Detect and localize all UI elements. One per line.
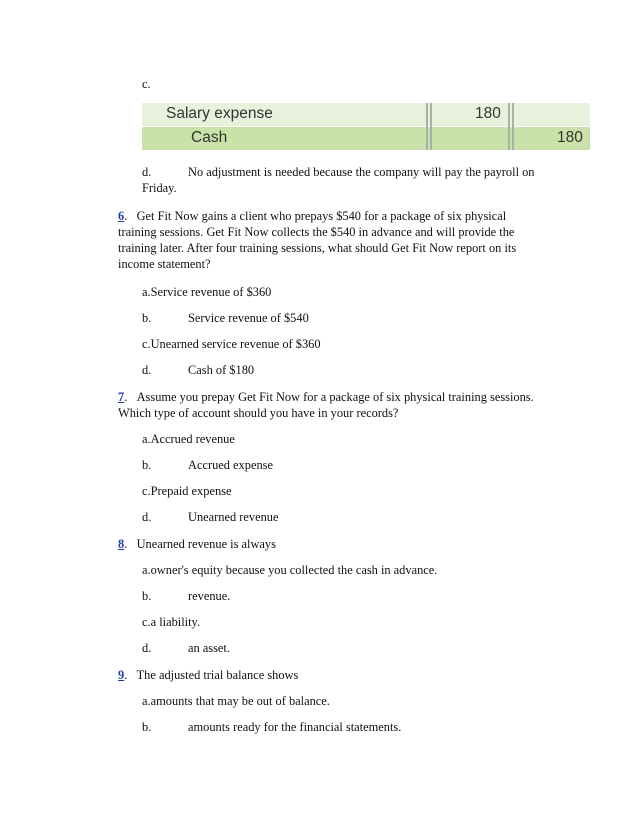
journal-credit-row [142,127,590,150]
column-divider [512,103,514,150]
q6-stem-line: training sessions. Get Fit Now collects the $540 in advance and will provide the [118,225,515,239]
q6-stem-line: income statement? [118,257,211,271]
column-divider [430,103,432,150]
journal-debit-row [142,103,590,126]
debit-account: Salary expense [166,105,273,122]
q6-number-link[interactable]: 6 [118,209,125,223]
q7-option-d-letter: d. [142,510,152,524]
q9-stem: 9. The adjusted trial balance shows [118,668,299,682]
q9-number-link[interactable]: 9 [118,668,125,682]
q5-option-d-letter: d. [142,165,152,179]
q8-number-link[interactable]: 8 [118,537,125,551]
q6-option-b-text: Service revenue of $540 [188,311,309,325]
q8-stem: 8. Unearned revenue is always [118,537,276,551]
q8-option-a: a.owner's equity because you collected the cash in advance. [142,563,438,577]
debit-amount: 180 [475,105,501,122]
q8-option-b-text: revenue. [188,589,231,603]
q8-option-c: c.a liability. [142,615,201,629]
q8-option-b-letter: b. [142,589,152,603]
q8-option-d-letter: d. [142,641,152,655]
q7-number-link[interactable]: 7 [118,390,125,404]
q7-option-c: c.Prepaid expense [142,484,232,498]
q5-option-d-text: No adjustment is needed because the company will pay the payroll on [188,165,535,179]
q7-stem: 7. Assume you prepay Get Fit Now for a package of six physical training sessions. [118,390,534,404]
q6-option-a: a.Service revenue of $360 [142,285,272,299]
q7-option-a: a.Accrued revenue [142,432,235,446]
q9-option-a: a.amounts that may be out of balance. [142,694,330,708]
q7-option-b-text: Accrued expense [188,458,273,472]
q6-stem: 6. Get Fit Now gains a client who prepays $540 for a package of six physical [118,209,507,223]
q7-option-d-text: Unearned revenue [188,510,279,524]
journal-entry-table [142,103,590,150]
q6-option-d-text: Cash of $180 [188,363,255,377]
q6-option-d-letter: d. [142,363,152,377]
credit-amount: 180 [557,129,583,146]
q9-option-b-text: amounts ready for the financial statements. [188,720,402,734]
q6-option-c: c.Unearned service revenue of $360 [142,337,321,351]
column-divider [508,103,510,150]
q5-option-d-text-cont: Friday. [142,181,177,195]
q5-option-c-label: c. [142,77,151,91]
q7-option-b-letter: b. [142,458,152,472]
column-divider [426,103,428,150]
q6-stem-line: training later. After four training sessions, what should Get Fit Now report on its [118,241,517,255]
q6-option-b-letter: b. [142,311,152,325]
q9-option-b-letter: b. [142,720,152,734]
q8-option-d-text: an asset. [188,641,230,655]
credit-account: Cash [191,129,228,146]
q7-stem-line: Which type of account should you have in your records? [118,406,399,420]
